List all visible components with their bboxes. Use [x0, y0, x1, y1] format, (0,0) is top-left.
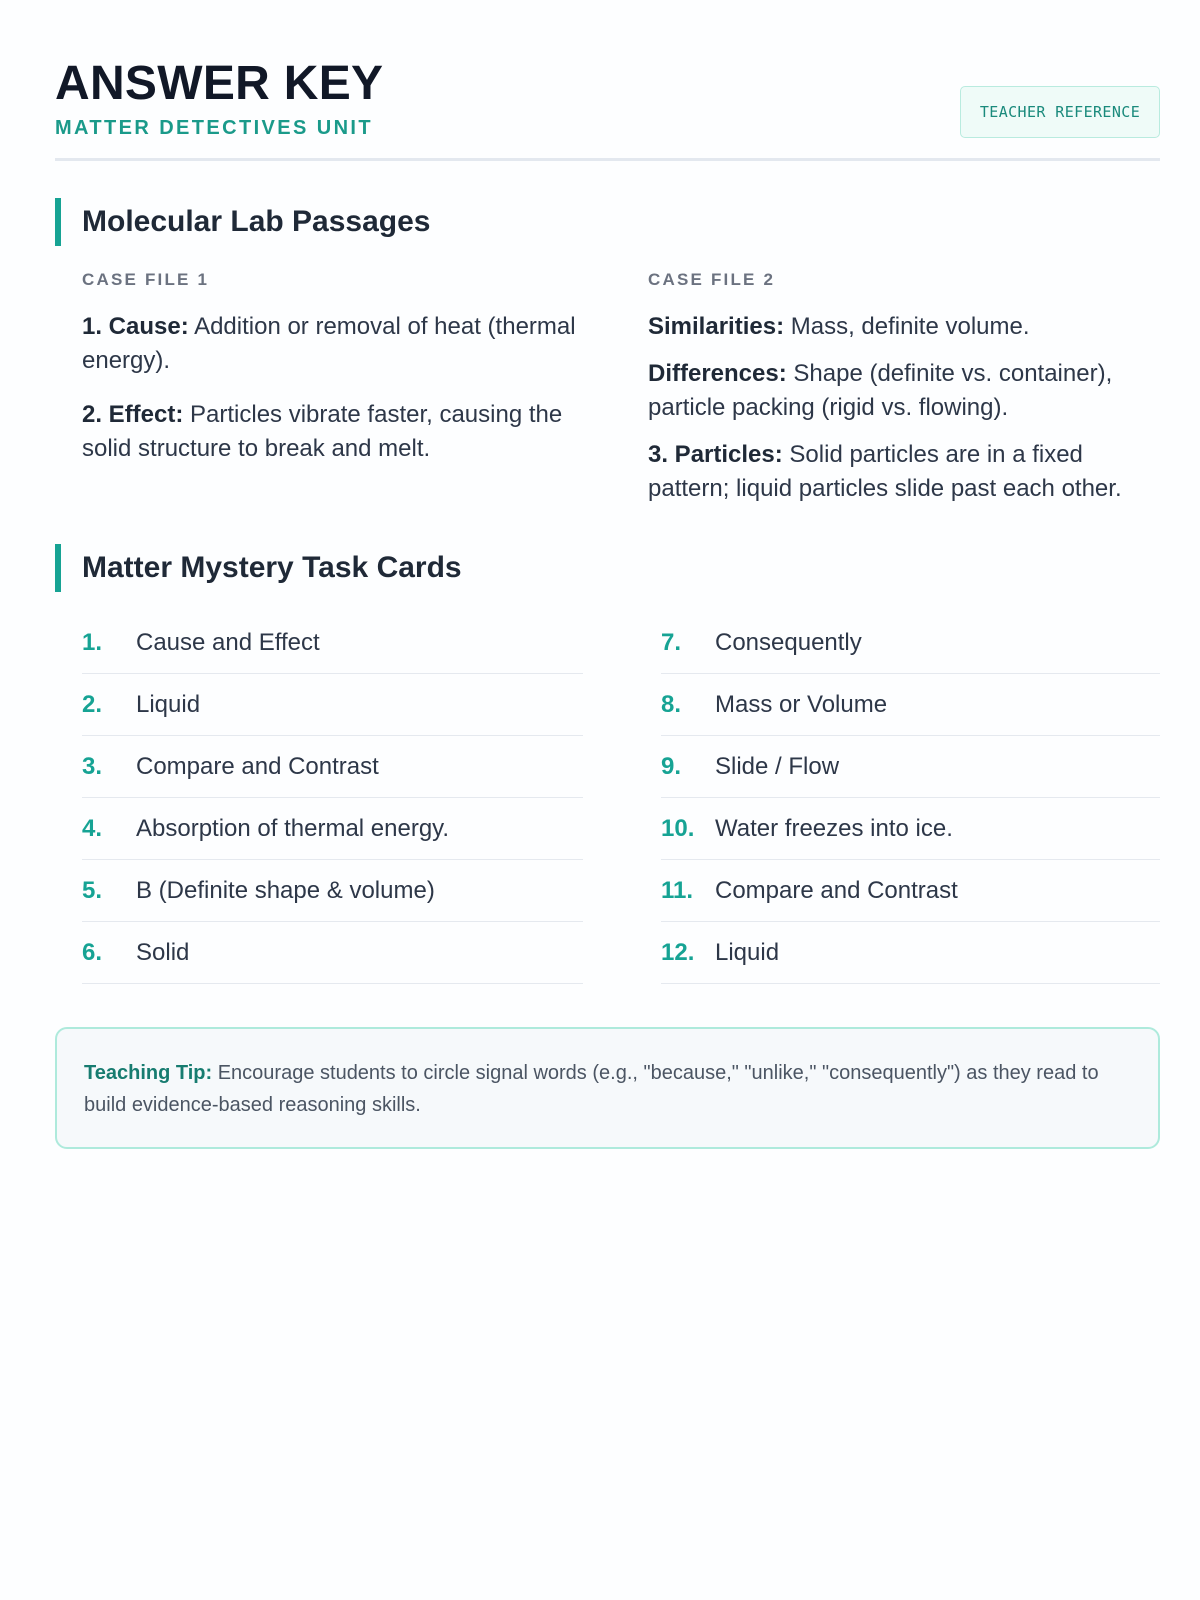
- task-number: 7.: [661, 628, 682, 656]
- section-accent-bar: [55, 544, 61, 592]
- item-lead: 2. Effect:: [82, 401, 184, 428]
- teaching-tip-text: Encourage students to circle signal words (e.g., "because," "unlike," "consequently") as they read to build evidence-based reasoning skills.: [84, 1062, 1099, 1116]
- case-file-1-item: [82, 398, 582, 466]
- item-text: Shape (definite vs. container), particle packing (rigid vs. flowing).: [648, 360, 1113, 421]
- teaching-tip-label: Teaching Tip:: [84, 1062, 213, 1084]
- task-row: [661, 860, 1160, 922]
- task-answer: Cause and Effect: [136, 628, 320, 656]
- task-row: [82, 798, 583, 860]
- task-number: 1.: [82, 628, 103, 656]
- task-answer: B (Definite shape & volume): [136, 876, 435, 904]
- task-number: 12.: [661, 938, 695, 966]
- task-answer: Compare and Contrast: [715, 876, 958, 904]
- case-file-2-label: CASE FILE 2: [648, 270, 776, 289]
- case-file-2-item: [648, 310, 1158, 344]
- task-answer: Solid: [136, 938, 190, 966]
- task-row: [661, 798, 1160, 860]
- task-number: 2.: [82, 690, 103, 718]
- item-text: Particles vibrate faster, causing the solid structure to break and melt.: [82, 401, 563, 462]
- case-file-2-item: [648, 357, 1158, 425]
- task-row: [82, 736, 583, 798]
- task-number: 6.: [82, 938, 103, 966]
- case-file-1: [82, 270, 582, 486]
- task-row: [82, 674, 583, 736]
- task-number: 9.: [661, 752, 682, 780]
- task-row: [661, 612, 1160, 674]
- item-text: Addition or removal of heat (thermal energy).: [82, 313, 576, 374]
- page-title: ANSWER KEY: [55, 57, 384, 110]
- task-list-left: [82, 612, 583, 984]
- task-answer: Absorption of thermal energy.: [136, 814, 450, 842]
- passages-section-title: Molecular Lab Passages: [82, 205, 431, 238]
- task-number: 11.: [661, 876, 694, 904]
- tasks-section-title: Matter Mystery Task Cards: [82, 551, 462, 584]
- item-lead: 3. Particles:: [648, 441, 783, 468]
- task-answer: Liquid: [715, 938, 780, 966]
- teacher-reference-badge: TEACHER REFERENCE: [960, 86, 1160, 138]
- item-text: Mass, definite volume.: [784, 313, 1030, 340]
- task-row: [661, 674, 1160, 736]
- task-answer: Water freezes into ice.: [715, 814, 953, 842]
- task-number: 4.: [82, 814, 103, 842]
- task-row: [82, 612, 583, 674]
- header: [55, 0, 1160, 161]
- tasks-section-heading: [55, 544, 462, 592]
- passages-section-heading: [55, 198, 431, 246]
- task-answer: Compare and Contrast: [136, 752, 379, 780]
- task-answer: Mass or Volume: [715, 690, 888, 718]
- task-row: [661, 736, 1160, 798]
- task-row: [661, 922, 1160, 984]
- section-accent-bar: [55, 198, 61, 246]
- unit-subtitle: MATTER DETECTIVES UNIT: [55, 117, 373, 139]
- task-number: 8.: [661, 690, 682, 718]
- task-list-right: [661, 612, 1160, 984]
- task-number: 3.: [82, 752, 103, 780]
- case-file-1-item: [82, 310, 582, 378]
- teaching-tip-box: [55, 1027, 1160, 1149]
- case-file-2: [648, 270, 1158, 519]
- answer-key-page: [55, 0, 1160, 1116]
- item-lead: 1. Cause:: [82, 313, 189, 340]
- item-lead: Differences:: [648, 360, 787, 387]
- task-number: 10.: [661, 814, 695, 842]
- case-file-2-item: [648, 438, 1158, 506]
- task-row: [82, 922, 583, 984]
- task-number: 5.: [82, 876, 103, 904]
- item-text: Solid particles are in a fixed pattern; liquid particles slide past each other.: [648, 441, 1122, 502]
- item-lead: Similarities:: [648, 313, 785, 340]
- task-row: [82, 860, 583, 922]
- task-answer: Slide / Flow: [715, 752, 840, 780]
- task-answer: Liquid: [136, 690, 201, 718]
- case-file-1-label: CASE FILE 1: [82, 270, 210, 289]
- task-answer: Consequently: [715, 628, 862, 656]
